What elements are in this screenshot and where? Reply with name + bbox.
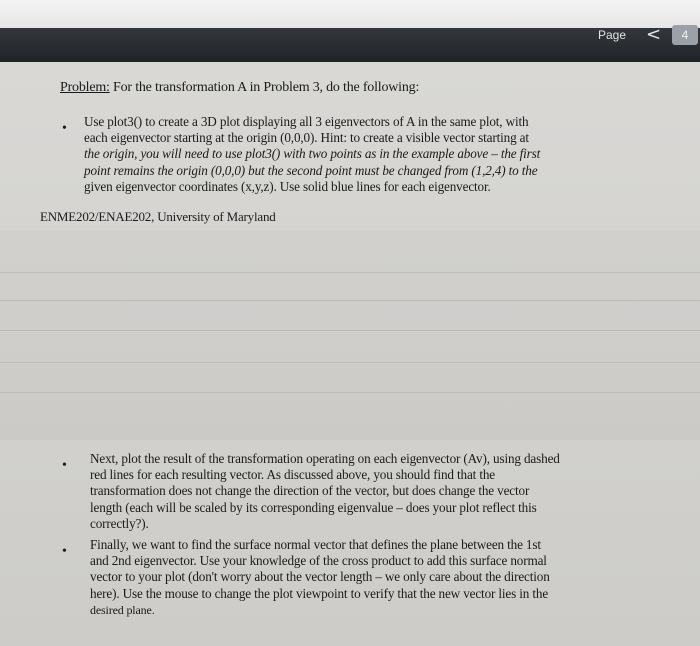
item-line: the origin, you will need to use plot3() with two points as in the example above – the first <box>84 146 541 162</box>
problem-heading-text: For the transformation A in Problem 3, do the following: <box>113 80 420 95</box>
item-line: given eigenvector coordinates (x,y,z). Use solid blue lines for each eigenvector. <box>84 178 491 194</box>
item-line: here). Use the mouse to change the plot viewpoint to verify that the new vector lies in the <box>90 585 549 601</box>
item-line: Next, plot the result of the transformation operating on each eigenvector (Av), using dashed <box>90 451 560 466</box>
bullet-icon: • <box>62 458 67 473</box>
item-line: Use plot3() to create a 3D plot displaying all 3 eigenvectors of A in the same plot, with <box>84 114 529 129</box>
toolbar-top-strip <box>0 0 700 28</box>
item-line: correctly?). <box>90 515 149 531</box>
item-line: point remains the origin (0,0,0) but the second point must be changed from (1,2,4) to the <box>84 162 538 178</box>
item-line: red lines for each resulting vector. As discussed above, you should find that the <box>90 467 495 483</box>
problem-heading <box>60 80 419 96</box>
ruled-line <box>0 330 700 331</box>
list-item <box>90 451 680 532</box>
item-line: length (each will be scaled by its corresponding eigenvalue – does your plot reflect this <box>90 499 537 515</box>
item-line: vector to your plot (don't worry about the vector length – we only care about the direction <box>90 569 550 585</box>
page-number-badge[interactable]: 4 <box>672 25 698 45</box>
bullet-icon: • <box>62 121 67 136</box>
problem-heading-label: Problem: <box>60 80 110 95</box>
page-label: Page <box>598 28 627 42</box>
list-item <box>84 114 684 195</box>
item-line: and 2nd eigenvector. Use your knowledge of the cross product to add this surface normal <box>90 553 547 569</box>
bullet-icon: • <box>62 544 67 559</box>
toolbar-bar <box>0 28 700 62</box>
chevron-left-icon[interactable]: < <box>646 24 662 45</box>
ruled-line <box>0 272 700 273</box>
ruled-line <box>0 362 700 363</box>
item-line: desired plane. <box>90 602 155 617</box>
course-footer: ENME202/ENAE202, University of Maryland <box>40 209 276 224</box>
item-line: Finally, we want to find the surface normal vector that defines the plane between the 1st <box>90 537 541 552</box>
blank-region <box>0 230 700 440</box>
ruled-line <box>0 392 700 393</box>
item-line: each eigenvector starting at the origin (0,0,0). Hint: to create a visible vector starting at <box>84 130 529 146</box>
item-line: transformation does not change the direction of the vector, but does change the vector <box>90 483 530 499</box>
list-item <box>90 537 680 618</box>
ruled-line <box>0 300 700 301</box>
